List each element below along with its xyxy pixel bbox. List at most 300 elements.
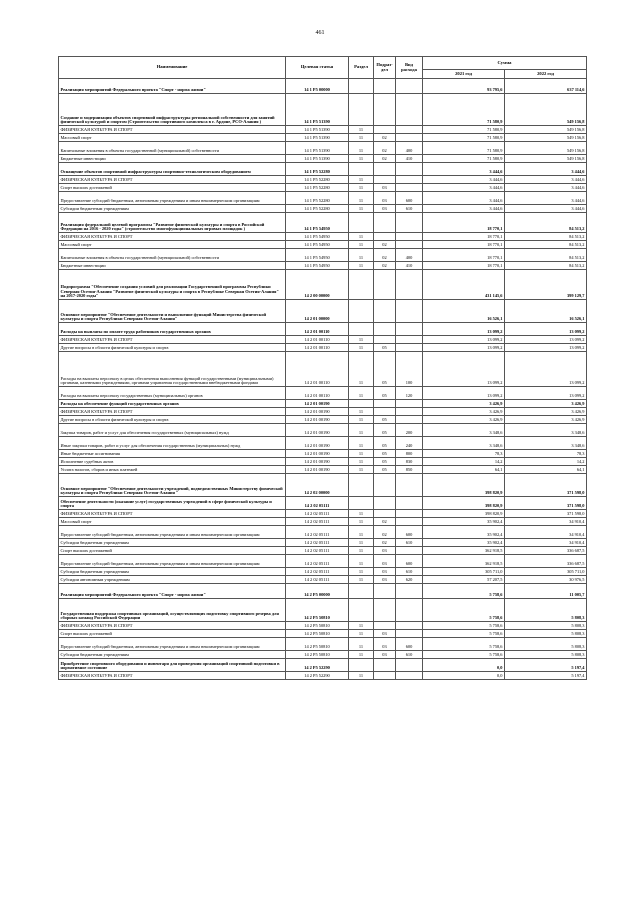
cell-amount-2021: 3 444,6 — [423, 163, 505, 176]
cell-target: 14 2 01 00190 — [286, 400, 349, 408]
cell-name: ФИЗИЧЕСКАЯ КУЛЬТУРА И СПОРТ — [59, 336, 286, 344]
cell-amount-2021: 5 758,6 — [423, 651, 505, 659]
cell-name: Субсидии бюджетным учреждениям — [59, 651, 286, 659]
table-row — [59, 241, 587, 249]
table-row — [59, 262, 587, 270]
cell-amount-2021: 35 902,4 — [423, 539, 505, 547]
cell-expense-type — [396, 344, 423, 352]
cell-amount-2021: 18 770,1 — [423, 213, 505, 233]
table-row — [59, 510, 587, 518]
cell-section — [349, 270, 374, 300]
cell-name: Основное мероприятие "Обеспечение деятельности учреждений, подведомственных Министерству физической культуры и спорта Республики Северная Осетия-Алания " — [59, 474, 286, 497]
cell-amount-2022: 549 156,8 — [505, 134, 587, 142]
cell-amount-2022: 637 114,6 — [505, 79, 587, 94]
cell-amount-2021: 5 758,6 — [423, 599, 505, 622]
cell-amount-2021: 13 099,2 — [423, 352, 505, 387]
header-name: Наименование — [59, 57, 286, 79]
cell-amount-2022: 78,3 — [505, 450, 587, 458]
cell-amount-2021: 398 820,9 — [423, 474, 505, 497]
cell-expense-type — [396, 79, 423, 94]
cell-section — [349, 400, 374, 408]
cell-section: 11 — [349, 344, 374, 352]
cell-section: 11 — [349, 450, 374, 458]
cell-amount-2021: 5 758,6 — [423, 584, 505, 599]
cell-amount-2021: 5 758,6 — [423, 622, 505, 630]
table-row — [59, 458, 587, 466]
table-row — [59, 387, 587, 400]
cell-amount-2021: 13 099,2 — [423, 387, 505, 400]
cell-name: Другие вопросы в области физической культуры и спорта — [59, 344, 286, 352]
cell-expense-type — [396, 659, 423, 672]
cell-name: Субсидии автономным учреждениям — [59, 576, 286, 584]
cell-section: 11 — [349, 408, 374, 416]
table-row — [59, 192, 587, 205]
table-row — [59, 424, 587, 437]
table-row — [59, 651, 587, 659]
cell-name: Иные закупки товаров, работ и услуг для обеспечения государственных (муниципальных) нужд — [59, 437, 286, 450]
cell-target: 14 2 02 05111 — [286, 526, 349, 539]
cell-target: 14 2 01 00190 — [286, 458, 349, 466]
cell-amount-2021: 71 580,9 — [423, 126, 505, 134]
cell-amount-2022: 3 444,6 — [505, 163, 587, 176]
cell-subsection: 05 — [374, 450, 396, 458]
cell-subsection — [374, 94, 396, 126]
cell-expense-type: 830 — [396, 458, 423, 466]
cell-section: 11 — [349, 437, 374, 450]
cell-target: 14 1 P5 51390 — [286, 94, 349, 126]
cell-amount-2021: 78,3 — [423, 450, 505, 458]
cell-subsection — [374, 672, 396, 680]
table-row — [59, 630, 587, 638]
table-row — [59, 416, 587, 424]
table-row — [59, 518, 587, 526]
table-row — [59, 205, 587, 213]
cell-target: 14 2 02 05111 — [286, 510, 349, 518]
table-row — [59, 437, 587, 450]
cell-target: 14 2 02 05111 — [286, 555, 349, 568]
cell-expense-type — [396, 599, 423, 622]
cell-target: 14 1 P5 52280 — [286, 184, 349, 192]
cell-amount-2021: 3 348,6 — [423, 437, 505, 450]
budget-table — [58, 56, 587, 680]
cell-target: 14 2 P5 50810 — [286, 630, 349, 638]
cell-expense-type — [396, 300, 423, 323]
table-row — [59, 142, 587, 155]
cell-expense-type — [396, 474, 423, 497]
cell-target: 14 1 P5 52280 — [286, 163, 349, 176]
cell-amount-2022: 5 197,4 — [505, 672, 587, 680]
table-row — [59, 450, 587, 458]
cell-name: Расходы на выплаты персоналу в целях обеспечения выполнения функций государственными (муниципальными) органами, казенными учреждениями, органами управления государственными внебюджетными фондами — [59, 352, 286, 387]
cell-subsection: 03 — [374, 547, 396, 555]
cell-expense-type — [396, 518, 423, 526]
table-header — [59, 57, 587, 79]
cell-subsection: 03 — [374, 638, 396, 651]
cell-section — [349, 94, 374, 126]
cell-expense-type — [396, 547, 423, 555]
cell-amount-2021: 362 918,5 — [423, 547, 505, 555]
cell-subsection — [374, 79, 396, 94]
table-row — [59, 497, 587, 510]
cell-target: 14 1 P5 51390 — [286, 155, 349, 163]
table-row — [59, 344, 587, 352]
cell-amount-2021: 18 770,1 — [423, 241, 505, 249]
cell-amount-2022: 3 426,9 — [505, 408, 587, 416]
cell-expense-type — [396, 408, 423, 416]
cell-target: 14 2 02 05111 — [286, 547, 349, 555]
cell-amount-2021: 3 426,9 — [423, 416, 505, 424]
cell-name: Реализация мероприятий Федерального проекта "Спорт - норма жизни" — [59, 584, 286, 599]
cell-section: 11 — [349, 672, 374, 680]
cell-section: 11 — [349, 126, 374, 134]
cell-amount-2022: 13 099,2 — [505, 336, 587, 344]
cell-subsection — [374, 474, 396, 497]
cell-amount-2022: 5 808,3 — [505, 599, 587, 622]
cell-subsection: 02 — [374, 262, 396, 270]
cell-expense-type — [396, 622, 423, 630]
cell-section: 11 — [349, 526, 374, 539]
cell-subsection: 05 — [374, 458, 396, 466]
cell-expense-type: 610 — [396, 568, 423, 576]
cell-target: 14 2 01 00000 — [286, 300, 349, 323]
cell-subsection: 02 — [374, 539, 396, 547]
cell-subsection: 03 — [374, 568, 396, 576]
cell-amount-2021: 431 145,6 — [423, 270, 505, 300]
cell-name: Субсидии бюджетным учреждениям — [59, 539, 286, 547]
cell-subsection — [374, 163, 396, 176]
cell-target: 14 2 P5 00000 — [286, 584, 349, 599]
cell-expense-type — [396, 672, 423, 680]
cell-expense-type — [396, 184, 423, 192]
cell-amount-2022: 3 444,6 — [505, 176, 587, 184]
cell-amount-2021: 5 758,6 — [423, 638, 505, 651]
header-target: Целевая статья — [286, 57, 349, 79]
cell-name: Расходы на выплаты по оплате труда работников государственных органов — [59, 323, 286, 336]
cell-name: Предоставление субсидий бюджетным, автономным учреждениям и иным некоммерческим организациям — [59, 192, 286, 205]
cell-expense-type: 600 — [396, 555, 423, 568]
cell-section: 11 — [349, 184, 374, 192]
cell-section: 11 — [349, 387, 374, 400]
cell-expense-type — [396, 163, 423, 176]
cell-subsection — [374, 659, 396, 672]
cell-amount-2022: 3 426,9 — [505, 416, 587, 424]
cell-subsection: 03 — [374, 555, 396, 568]
cell-amount-2022: 84 513,2 — [505, 241, 587, 249]
cell-target: 14 1 P5 54950 — [286, 233, 349, 241]
cell-expense-type: 610 — [396, 651, 423, 659]
cell-expense-type — [396, 176, 423, 184]
cell-expense-type — [396, 94, 423, 126]
cell-subsection: 02 — [374, 249, 396, 262]
cell-amount-2021: 13 099,2 — [423, 336, 505, 344]
cell-amount-2022: 371 598,0 — [505, 510, 587, 518]
cell-amount-2021: 13 099,2 — [423, 323, 505, 336]
cell-section: 11 — [349, 458, 374, 466]
cell-name: ФИЗИЧЕСКАЯ КУЛЬТУРА И СПОРТ — [59, 176, 286, 184]
cell-amount-2021: 57 207,5 — [423, 576, 505, 584]
cell-target: 14 2 01 00190 — [286, 408, 349, 416]
cell-section: 11 — [349, 176, 374, 184]
cell-target: 14 1 P5 52280 — [286, 192, 349, 205]
cell-amount-2022: 336 687,5 — [505, 547, 587, 555]
cell-amount-2022: 371 598,0 — [505, 474, 587, 497]
cell-subsection — [374, 510, 396, 518]
table-row — [59, 155, 587, 163]
cell-amount-2021: 18 770,1 — [423, 233, 505, 241]
cell-name: Реализация федеральной целевой программы "Развитие физической культуры и спорта в Российской Федерации на 2016 - 2020 годы" (строительство многофункциональных игровых площадок ) — [59, 213, 286, 233]
cell-section: 11 — [349, 555, 374, 568]
cell-expense-type: 610 — [396, 539, 423, 547]
cell-expense-type: 200 — [396, 424, 423, 437]
cell-amount-2021: 362 918,5 — [423, 555, 505, 568]
cell-name: Закупка товаров, работ и услуг для обеспечения государственных (муниципальных) нужд — [59, 424, 286, 437]
cell-amount-2022: 13 099,2 — [505, 387, 587, 400]
cell-target: 14 1 P5 54950 — [286, 262, 349, 270]
cell-name: Спорт высших достижений — [59, 547, 286, 555]
cell-amount-2021: 398 820,9 — [423, 497, 505, 510]
cell-name: Спорт высших достижений — [59, 184, 286, 192]
cell-subsection — [374, 408, 396, 416]
cell-amount-2022: 84 513,2 — [505, 262, 587, 270]
cell-subsection — [374, 300, 396, 323]
cell-amount-2022: 549 156,8 — [505, 94, 587, 126]
cell-section: 11 — [349, 539, 374, 547]
cell-amount-2022: 399 129,7 — [505, 270, 587, 300]
cell-target: 14 2 02 05111 — [286, 568, 349, 576]
table-row — [59, 94, 587, 126]
cell-section: 11 — [349, 233, 374, 241]
table-row — [59, 233, 587, 241]
cell-amount-2021: 35 902,4 — [423, 518, 505, 526]
table-row — [59, 408, 587, 416]
page-number: 461 — [315, 30, 325, 36]
table-row — [59, 547, 587, 555]
cell-section: 11 — [349, 352, 374, 387]
cell-amount-2021: 3 444,6 — [423, 205, 505, 213]
cell-section: 11 — [349, 651, 374, 659]
cell-name: Приобретение спортивного оборудования и инвентаря для приведения организаций спортивной подготовки в нормативное состояние — [59, 659, 286, 672]
cell-subsection: 05 — [374, 387, 396, 400]
cell-amount-2022: 5 808,3 — [505, 651, 587, 659]
cell-section: 11 — [349, 466, 374, 474]
cell-expense-type: 400 — [396, 249, 423, 262]
cell-target: 14 1 P5 52280 — [286, 205, 349, 213]
cell-amount-2021: 3 426,9 — [423, 400, 505, 408]
cell-amount-2022: 14,2 — [505, 458, 587, 466]
cell-name: Иные бюджетные ассигнования — [59, 450, 286, 458]
cell-expense-type: 600 — [396, 192, 423, 205]
cell-amount-2021: 0,0 — [423, 672, 505, 680]
cell-amount-2022: 13 099,2 — [505, 344, 587, 352]
table-row — [59, 249, 587, 262]
cell-amount-2021: 71 580,9 — [423, 142, 505, 155]
cell-subsection: 03 — [374, 576, 396, 584]
cell-expense-type: 120 — [396, 387, 423, 400]
cell-amount-2021: 5 758,6 — [423, 630, 505, 638]
table-row — [59, 539, 587, 547]
cell-name: Оснащение объектов спортивной инфраструктуры спортивно-технологическим оборудованием — [59, 163, 286, 176]
cell-expense-type: 800 — [396, 450, 423, 458]
cell-expense-type — [396, 630, 423, 638]
cell-section: 11 — [349, 249, 374, 262]
table-row — [59, 176, 587, 184]
cell-expense-type — [396, 134, 423, 142]
header-subsection: Подраз-дел — [374, 57, 396, 79]
cell-subsection — [374, 584, 396, 599]
cell-amount-2021: 3 444,6 — [423, 184, 505, 192]
cell-section: 11 — [349, 622, 374, 630]
table-row — [59, 568, 587, 576]
cell-target: 14 2 01 00190 — [286, 437, 349, 450]
cell-section: 11 — [349, 241, 374, 249]
cell-target: 14 2 P5 50810 — [286, 638, 349, 651]
cell-section: 11 — [349, 510, 374, 518]
cell-expense-type — [396, 416, 423, 424]
cell-target: 14 2 P5 52290 — [286, 672, 349, 680]
cell-expense-type — [396, 323, 423, 336]
cell-target: 14 1 P5 51390 — [286, 134, 349, 142]
cell-target: 14 1 P5 54950 — [286, 213, 349, 233]
cell-amount-2021: 305 711,0 — [423, 568, 505, 576]
cell-expense-type: 600 — [396, 526, 423, 539]
cell-target: 14 2 02 05111 — [286, 497, 349, 510]
cell-amount-2022: 84 513,2 — [505, 249, 587, 262]
cell-amount-2022: 11 005,7 — [505, 584, 587, 599]
table-row — [59, 474, 587, 497]
cell-name: Предоставление субсидий бюджетным, автономным учреждениям и иным некоммерческим организациям — [59, 526, 286, 539]
cell-subsection: 05 — [374, 416, 396, 424]
cell-expense-type — [396, 213, 423, 233]
cell-amount-2022: 3 348,6 — [505, 437, 587, 450]
cell-name: Субсидии бюджетным учреждениям — [59, 568, 286, 576]
cell-section — [349, 474, 374, 497]
cell-section: 11 — [349, 155, 374, 163]
cell-section: 11 — [349, 336, 374, 344]
cell-amount-2021: 13 099,2 — [423, 344, 505, 352]
cell-subsection: 05 — [374, 437, 396, 450]
cell-name: Капитальные вложения в объекты государственной (муниципальной) собственности — [59, 142, 286, 155]
cell-section: 11 — [349, 416, 374, 424]
cell-name: Основное мероприятие "Обеспечение деятельности и выполнение функций Министерства физической культуры и спорта Республики Северная Осетия-Алания" — [59, 300, 286, 323]
table-row — [59, 526, 587, 539]
cell-expense-type — [396, 270, 423, 300]
cell-subsection: 03 — [374, 192, 396, 205]
table-row — [59, 622, 587, 630]
cell-target: 14 1 P5 00000 — [286, 79, 349, 94]
cell-name: ФИЗИЧЕСКАЯ КУЛЬТУРА И СПОРТ — [59, 233, 286, 241]
cell-expense-type — [396, 233, 423, 241]
cell-name: Массовый спорт — [59, 241, 286, 249]
cell-amount-2021: 14,2 — [423, 458, 505, 466]
cell-subsection: 02 — [374, 155, 396, 163]
cell-name: Бюджетные инвестиции — [59, 155, 286, 163]
cell-expense-type: 100 — [396, 352, 423, 387]
cell-target: 14 2 01 00190 — [286, 450, 349, 458]
cell-expense-type: 600 — [396, 638, 423, 651]
cell-section: 11 — [349, 547, 374, 555]
cell-name: Государственная поддержка спортивных организаций, осуществляющих подготовку спортивного резерва для сборных команд Российской Федерации — [59, 599, 286, 622]
cell-section: 11 — [349, 638, 374, 651]
cell-subsection: 02 — [374, 526, 396, 539]
cell-amount-2022: 549 156,8 — [505, 155, 587, 163]
cell-target: 14 2 P5 50810 — [286, 599, 349, 622]
table-row — [59, 599, 587, 622]
cell-section: 11 — [349, 518, 374, 526]
cell-amount-2021: 3 444,6 — [423, 176, 505, 184]
cell-amount-2021: 93 795,6 — [423, 79, 505, 94]
cell-amount-2021: 0,0 — [423, 659, 505, 672]
table-row — [59, 638, 587, 651]
cell-amount-2022: 34 910,4 — [505, 518, 587, 526]
header-expense-type: Вид расхода — [396, 57, 423, 79]
cell-expense-type: 620 — [396, 576, 423, 584]
cell-section — [349, 79, 374, 94]
cell-section: 11 — [349, 205, 374, 213]
cell-amount-2022: 64,1 — [505, 466, 587, 474]
cell-name: Субсидии бюджетным учреждениям — [59, 205, 286, 213]
cell-name: Другие вопросы в области физической культуры и спорта — [59, 416, 286, 424]
cell-subsection — [374, 270, 396, 300]
cell-subsection — [374, 622, 396, 630]
cell-section: 11 — [349, 192, 374, 205]
table-row — [59, 672, 587, 680]
cell-name: Бюджетные инвестиции — [59, 262, 286, 270]
cell-name: Предоставление субсидий бюджетным, автономным учреждениям и иным некоммерческим организациям — [59, 638, 286, 651]
cell-section — [349, 659, 374, 672]
cell-target: 14 1 P5 52280 — [286, 176, 349, 184]
cell-name: Обеспечение деятельности (оказание услуг) государственных учреждений в сфере физической культуры и спорта — [59, 497, 286, 510]
cell-target: 14 2 P5 50810 — [286, 651, 349, 659]
cell-amount-2022: 336 687,5 — [505, 555, 587, 568]
cell-amount-2021: 398 820,9 — [423, 510, 505, 518]
table-row — [59, 163, 587, 176]
cell-subsection: 02 — [374, 134, 396, 142]
cell-amount-2021: 3 426,9 — [423, 408, 505, 416]
cell-section: 11 — [349, 568, 374, 576]
cell-amount-2021: 16 526,1 — [423, 300, 505, 323]
table-row — [59, 323, 587, 336]
cell-amount-2022: 3 348,6 — [505, 424, 587, 437]
cell-target: 14 1 P5 54950 — [286, 249, 349, 262]
header-year-2021: 2021 год — [423, 70, 505, 79]
cell-subsection: 03 — [374, 651, 396, 659]
table-row — [59, 400, 587, 408]
cell-expense-type — [396, 336, 423, 344]
cell-subsection — [374, 336, 396, 344]
table-row — [59, 126, 587, 134]
cell-amount-2022: 549 156,8 — [505, 142, 587, 155]
cell-expense-type: 610 — [396, 205, 423, 213]
cell-subsection: 05 — [374, 344, 396, 352]
cell-amount-2021: 3 348,6 — [423, 424, 505, 437]
cell-amount-2022: 5 808,3 — [505, 630, 587, 638]
header-year-2022: 2022 год — [505, 70, 587, 79]
header-sum: Сумма — [423, 57, 587, 70]
cell-amount-2021: 71 580,9 — [423, 134, 505, 142]
cell-name: ФИЗИЧЕСКАЯ КУЛЬТУРА И СПОРТ — [59, 622, 286, 630]
table-row — [59, 300, 587, 323]
cell-target: 14 2 01 00190 — [286, 416, 349, 424]
cell-name: ФИЗИЧЕСКАЯ КУЛЬТУРА И СПОРТ — [59, 672, 286, 680]
cell-target: 14 1 P5 51390 — [286, 126, 349, 134]
cell-amount-2022: 13 099,2 — [505, 352, 587, 387]
cell-section — [349, 213, 374, 233]
cell-amount-2022: 3 444,6 — [505, 205, 587, 213]
cell-section — [349, 599, 374, 622]
cell-name: Предоставление субсидий бюджетным, автономным учреждениям и иным некоммерческим организациям — [59, 555, 286, 568]
cell-section — [349, 497, 374, 510]
cell-expense-type — [396, 400, 423, 408]
